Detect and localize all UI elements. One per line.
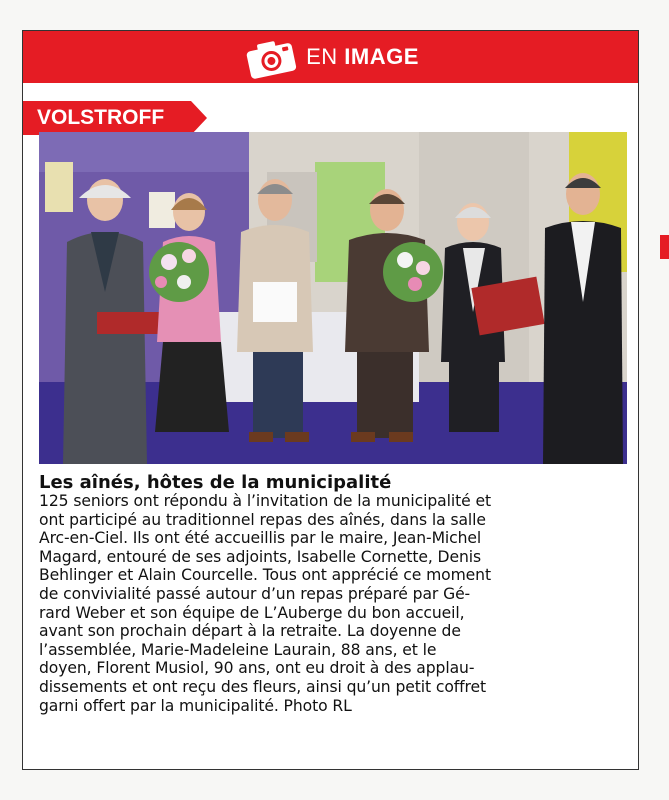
- caption-body: 125 seniors ont répondu à l’invitation de la municipalité et ont participé au traditionnel repas des aînés, dans la salle Arc-en-Ciel. Ils ont été accueillis par le maire, Jean-Michel Magard, entouré de ses adjoints, Isabelle Cornette, Denis Behlinger et Alain Courcelle. Tous ont apprécié ce moment de convivialité passé autour d’un repas préparé par Gé- rard Weber et son équipe de L’Auberge du bon accueil, avant son prochain départ à la retraite. La doyenne de l’assemblée, Marie-Madeleine Laurain, 88 ans, et le doyen, Florent Musiol, 90 ans, ont eu droit à des applau- dissements et ont reçu des fleurs, ainsi qu’un petit coffret garni offert par la municipalité. Photo RL: [39, 492, 491, 715]
- banner-title: [306, 44, 419, 70]
- location-tag: VOLSTROFF: [23, 101, 191, 135]
- caption-title: Les aînés, hôtes de la municipalité: [39, 472, 392, 493]
- banner-title-light: EN: [306, 44, 345, 69]
- en-image-banner: [23, 31, 638, 83]
- banner-title-bold: IMAGE: [344, 44, 419, 69]
- group-photo: [39, 132, 627, 464]
- camera-icon: [242, 39, 300, 79]
- article-card: [22, 30, 639, 770]
- adjacent-column-red-tag: [660, 235, 669, 259]
